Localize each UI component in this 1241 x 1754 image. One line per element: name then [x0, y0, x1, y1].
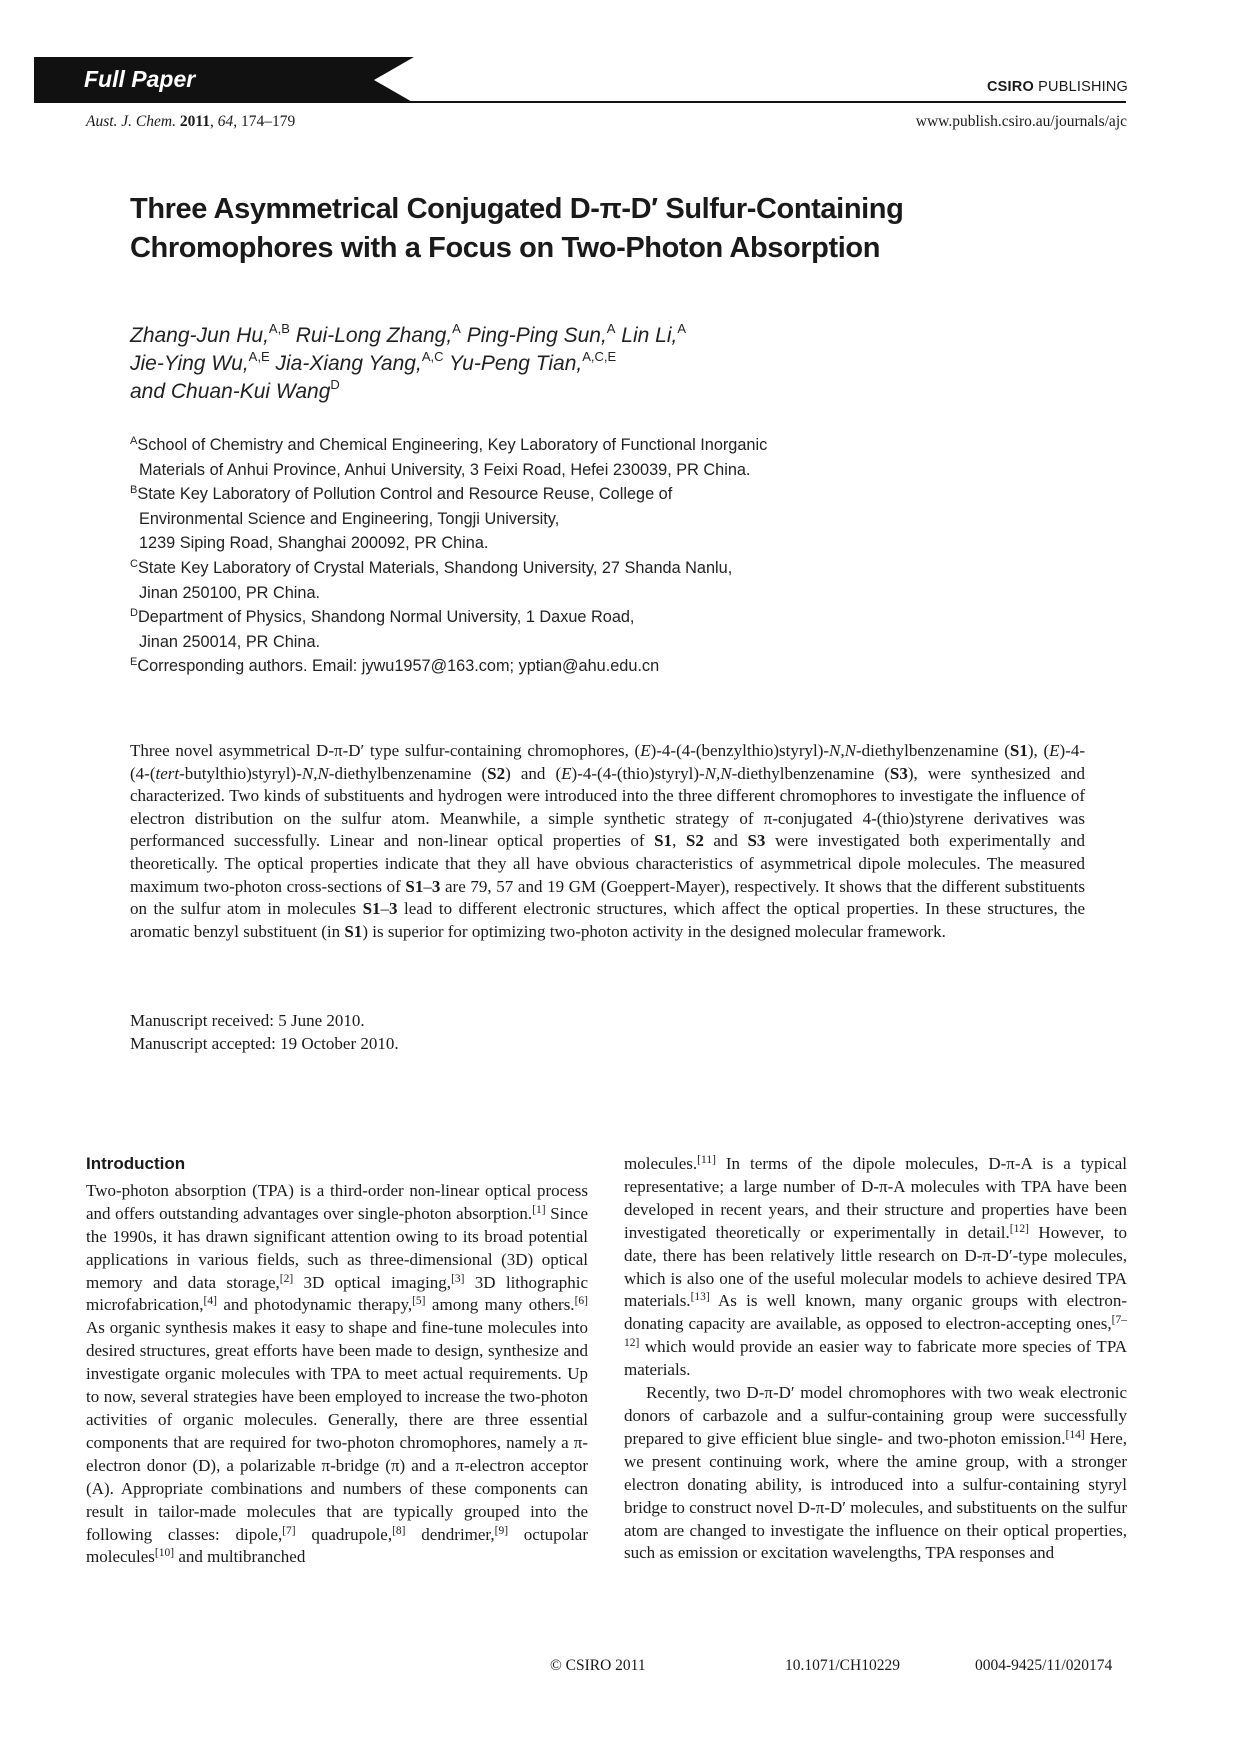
citation-ref: [5]	[412, 1295, 426, 1308]
citation-ref: [8]	[392, 1524, 406, 1537]
header-rule	[34, 101, 1126, 103]
citation-ref: [10]	[154, 1547, 175, 1560]
body-column-right	[624, 1153, 1127, 1565]
paragraph: molecules.[11] In terms of the dipole molecules, D-π-A is a typical representative; a large number of D-π-A molecules with TPA have been developed in recent years, and their structure and properties have been investigated theoretically or experimentally in detail.[12] However, to date, there has been relatively little research on D-π-D′-type molecules, which is also one of the useful molecular models to achieve desired TPA materials.[13] As is well known, many organic groups with electron-donating capacity are available, as opposed to electron-accepting ones,[7–12] which would provide an easier way to fabricate more species of TPA materials.	[624, 1154, 1127, 1380]
citation-ref: [7–12]	[624, 1314, 1127, 1350]
section-heading-introduction: Introduction	[86, 1154, 186, 1173]
citation-ref: [3]	[451, 1272, 465, 1285]
manuscript-dates	[130, 1010, 399, 1055]
journal-citation: Aust. J. Chem. 2011, 64, 174–179	[86, 113, 296, 130]
citation-ref: [4]	[203, 1295, 217, 1308]
paragraph: Recently, two D-π-D′ model chromophores with two weak electronic donors of carbazole and a sulfur-containing group were successfully prepared to give efficient blue single- and two-photon emission.[14] Here, we present continuing work, where the amine group, with a stronger electron donating ability, is introduced into a sulfur-containing styryl bridge to construct novel D-π-D′ molecules, and substituents on the sulfur atom are changed to investigate the influence on their optical properties, such as emission or excitation wavelengths, TPA responses and	[624, 1383, 1127, 1563]
citation-ref: [7]	[282, 1524, 296, 1537]
article-type-label: Full Paper	[84, 66, 196, 92]
citation-ref: [14]	[1065, 1428, 1085, 1441]
citation-ref: [12]	[1009, 1222, 1029, 1235]
affiliation-b: $^B$State Key Laboratory of Pollution Control and Resource Reuse, College of	[130, 484, 673, 504]
author-list: Zhang-Jun Hu,$^{A,B}$ Rui-Long Zhang,$^A$ Ping-Ping Sun,$^A$ Lin Li,$^A$ Jie-Ying Wu,$^{A,E}$ Jia-Xiang Yang,$^{A,C}$ Yu-Peng Tian,$^{A,C,E}$ and Chuan-Kui Wang$^D$	[130, 321, 687, 403]
citation-ref: [2]	[279, 1272, 294, 1285]
affiliation-e: $^E$Corresponding authors. Email: jywu1957@163.com; yptian@ahu.edu.cn	[130, 656, 660, 676]
author-name: Jie-Ying Wu,	[130, 352, 249, 375]
affiliations: $^A$School of Chemistry and Chemical Engineering, Key Laboratory of Functional Inorganic Materials of Anhui Province, Anhui University, 3 Feixi Road, Hefei 230039, PR China. $^B$State Key Laboratory of Pollution Control and Resource Reuse, College of Environmental Science and Engineering, Tongji University, 1239 Siping Road, Shanghai 200092, PR China. $^C$State Key Laboratory of Crystal Materials, Shandong University, 27 Shanda Nanlu, Jinan 250100, PR China. $^D$Department of Physics, Shandong Normal University, 1 Daxue Road, Jinan 250014, PR China. $^E$Corresponding authors. Email: jywu1957@163.com; yptian@ahu.edu.cn	[130, 433, 890, 679]
affiliation-a: $^A$School of Chemistry and Chemical Engineering, Key Laboratory of Functional Inorganic	[130, 435, 768, 454]
citation-ref: [11]	[697, 1154, 716, 1166]
author-name: Zhang-Jun Hu,	[130, 324, 269, 347]
issn: 0004-9425/11/020174	[975, 1657, 1113, 1674]
author-name: and Chuan-Kui Wang	[130, 380, 331, 403]
affiliation-d: $^D$Department of Physics, Shandong Normal University, 1 Daxue Road,	[130, 607, 635, 627]
journal-url[interactable]: www.publish.csiro.au/journals/ajc	[915, 113, 1127, 130]
article-title: Three Asymmetrical Conjugated D-π-D′ Sulfur-Containing Chromophores with a Focus on Two-Photon Absorption	[130, 193, 904, 264]
copyright: © CSIRO 2011	[550, 1657, 646, 1674]
abstract: Three novel asymmetrical D-π-D′ type sulfur-containing chromophores, (E)-4-(4-(benzylthio)styryl)-N,N-diethylbenzenamine (S1), (E)-4-(4-(tert-butylthio)styryl)-N,N-diethylbenzenamine (S2) and (E)-4-(4-(thio)styryl)-N,N-diethylbenzenamine (S3), were synthesized and characterized. Two kinds of substituents and hydrogen were introduced into the three different chromophores to investigate the influence of electron distribution on the sulfur atom. Meanwhile, a simple synthetic strategy of π-conjugated 4-(thio)styrene derivatives was performanced successfully. Linear and non-linear optical properties of S1, S2 and S3 were investigated both experimentally and theoretically. The optical properties indicate that they all have obvious characteristics of asymmetrical dipole molecules. The measured maximum two-photon cross-sections of S1–3 are 79, 57 and 19 GM (Goeppert-Mayer), respectively. It shows that the different substituents on the sulfur atom in molecules S1–3 lead to different electronic structures, which affect the optical properties. In these structures, the aromatic benzyl substituent (in S1) is superior for optimizing two-photon activity in the designed molecular framework.	[130, 741, 1086, 941]
author-name: Rui-Long Zhang,	[295, 324, 453, 347]
received-date: Manuscript received: 5 June 2010.	[130, 1011, 365, 1030]
author-name: Yu-Peng Tian,	[448, 352, 583, 375]
author-name: Lin Li,	[621, 324, 678, 347]
citation-ref: [6]	[574, 1295, 588, 1308]
affiliation-c: $^C$State Key Laboratory of Crystal Materials, Shandong University, 27 Shanda Nanlu,	[130, 557, 733, 577]
author-name: Ping-Ping Sun,	[466, 324, 607, 347]
doi[interactable]: 10.1071/CH10229	[785, 1657, 900, 1674]
body-column-left	[86, 1153, 588, 1569]
citation-ref: [13]	[690, 1291, 710, 1304]
citation-ref: [9]	[494, 1524, 509, 1537]
citation-ref: [1]	[532, 1203, 546, 1216]
publisher-name: CSIRO PUBLISHING	[987, 79, 1128, 95]
accepted-date: Manuscript accepted: 19 October 2010.	[130, 1033, 399, 1053]
author-name: Jia-Xiang Yang,	[275, 352, 422, 375]
paragraph: Two-photon absorption (TPA) is a third-order non-linear optical process and offers outstanding advantages over single-photon absorption.[1] Since the 1990s, it has drawn significant attention owing to its broad potential applications in various fields, such as three-dimensional (3D) optical memory and data storage,[2] 3D optical imaging,[3] 3D lithographic microfabrication,[4] and photodynamic therapy,[5] among many others.[6] As organic synthesis makes it easy to shape and fine-tune molecules into desired structures, great efforts have been made to design, synthesize and investigate organic molecules with TPA to meet actual requirements. Up to now, several strategies have been employed to increase the two-photon activities of organic molecules. Generally, there are three essential components that are required for two-photon chromophores, namely a π-electron donor (D), a polarizable π-bridge (π) and a π-electron acceptor (A). Appropriate combinations and numbers of these components can result in tailor-made molecules that are typically grouped into the following classes: dipole,[7] quadrupole,[8] dendrimer,[9] octupolar molecules[10] and multibranched	[86, 1180, 589, 1567]
